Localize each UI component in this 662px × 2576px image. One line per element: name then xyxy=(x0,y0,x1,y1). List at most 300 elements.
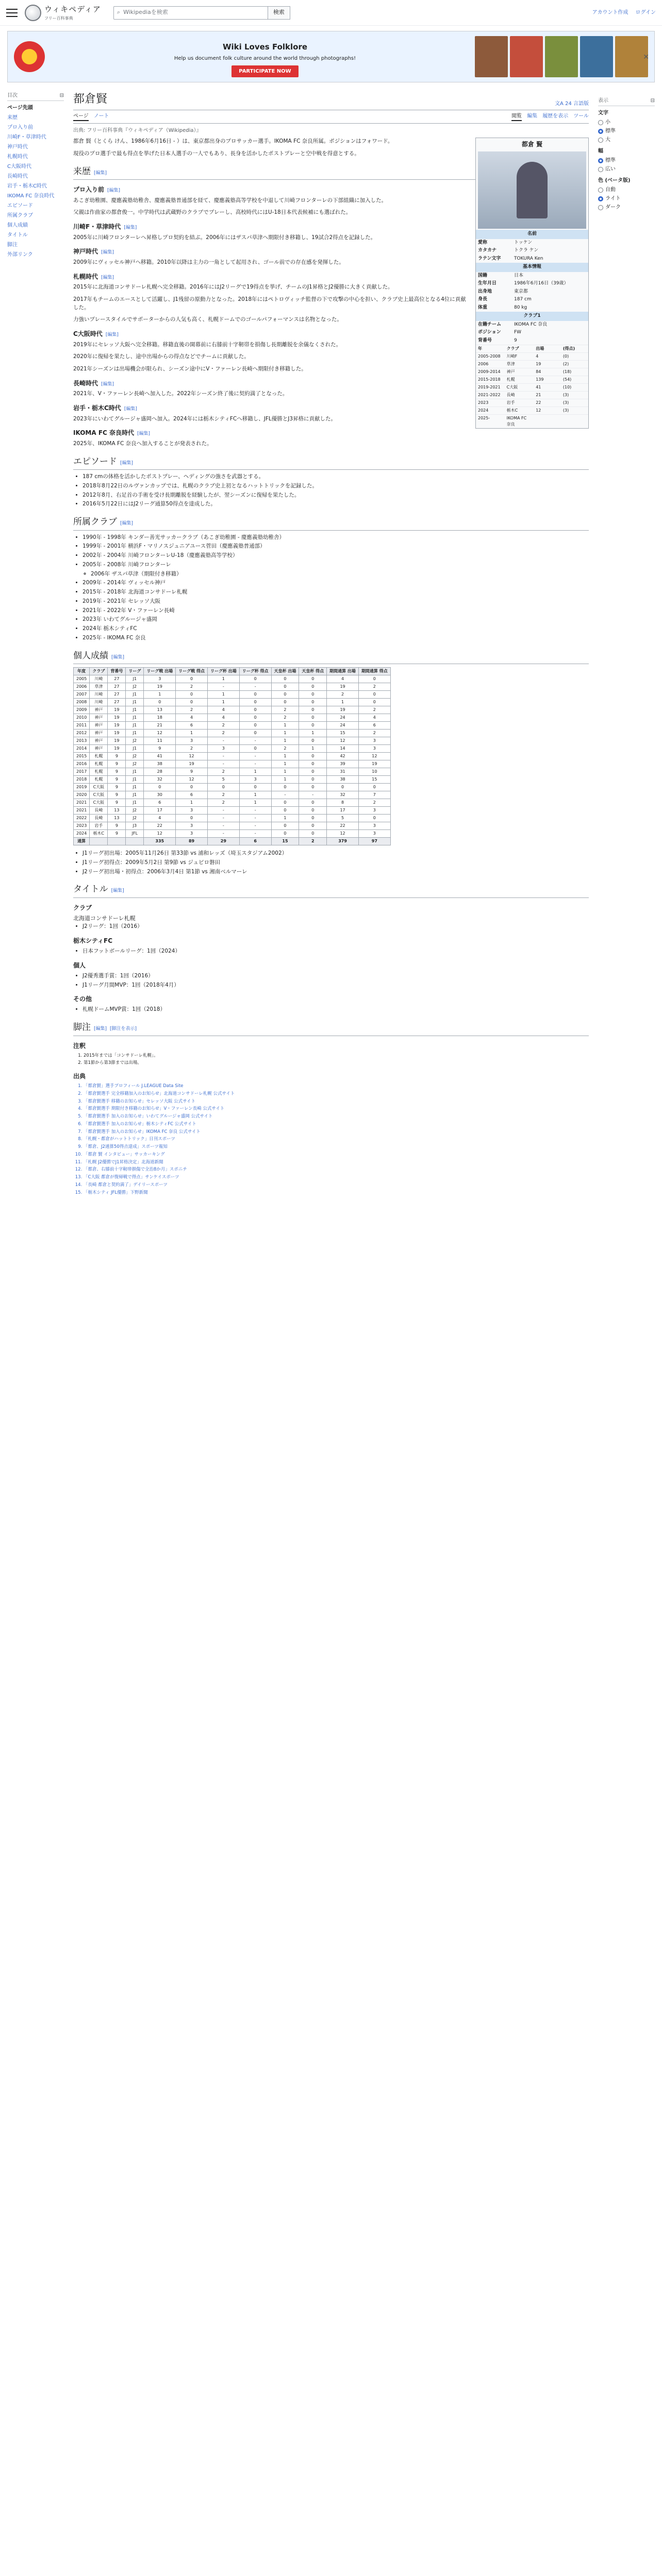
stats-cell: 19 xyxy=(108,722,126,730)
stats-cell: 5 xyxy=(207,776,239,784)
stats-cell: 3 xyxy=(358,822,390,830)
table-row xyxy=(74,714,391,722)
banner-photo xyxy=(475,36,508,77)
stats-cell: 2 xyxy=(271,745,299,753)
stats-cell: 27 xyxy=(108,699,126,706)
toc-item[interactable]: 脚注 xyxy=(7,242,18,248)
club-history-header: 年 xyxy=(476,345,505,353)
toc-item[interactable]: 川崎F・草津時代 xyxy=(7,134,46,140)
edit-section-link[interactable]: [編集] xyxy=(94,170,107,176)
section-heading-text: 神戸時代 xyxy=(73,248,98,256)
infobox-key: 生年月日 xyxy=(478,281,497,286)
stats-cell: - xyxy=(207,815,239,822)
option-width_opts[interactable] xyxy=(598,165,655,174)
table-row xyxy=(74,784,391,791)
stats-cell: 札幌 xyxy=(90,768,108,776)
stats-header: リーグ戦 得点 xyxy=(176,668,208,675)
stats-total-cell: 97 xyxy=(358,838,390,845)
infobox-value: 日本 xyxy=(514,273,524,278)
tab-right-0[interactable]: 閲覧 xyxy=(511,112,522,121)
toggle-notes-link[interactable]: [脚注を表示] xyxy=(110,1026,137,1031)
reference-item[interactable]: 11. 「札幌 J2優勝でJ1昇格決定」北海道新聞 xyxy=(84,1159,589,1166)
section-paragraph: 2017年もチームのエースとして活躍し、J1残留の原動力となった。2018年にはペトロヴィッチ監督の下で攻撃の中心を担い、クラブ史上最高位となる4位に貢献した。 xyxy=(73,296,466,311)
stats-cell: 0 xyxy=(271,807,299,815)
stats-cell: 1 xyxy=(327,699,359,706)
record-list xyxy=(82,850,589,876)
stats-cell: 32 xyxy=(144,776,176,784)
infobox-key: カタカナ xyxy=(478,248,497,253)
section-paragraph: あこぎ幼稚園、慶應義塾幼稚舎、慶應義塾普通部を経て、慶應義塾高等学校を中退して川崎フロンターレの下部組織に加入した。 xyxy=(73,197,387,204)
campaign-banner xyxy=(7,31,655,82)
club-history-cell: 2015-2018 xyxy=(476,376,505,384)
stats-cell: 0 xyxy=(358,784,390,791)
reference-item[interactable]: 2. 「都倉賢選手 完全移籍加入のお知らせ」北海道コンサドーレ札幌 公式サイト xyxy=(84,1091,589,1097)
stats-cell: 19 xyxy=(176,760,208,768)
stats-total-cell: 15 xyxy=(271,838,299,845)
stats-header: 期間通算 出場 xyxy=(327,668,359,675)
stats-cell: 1 xyxy=(176,799,208,807)
stats-cell: 2013 xyxy=(74,737,90,745)
toc-item[interactable]: IKOMA FC 奈良時代 xyxy=(7,193,55,199)
section-heading-text: 札幌時代 xyxy=(73,273,98,280)
stats-cell: J1 xyxy=(126,675,144,683)
stats-cell: 8 xyxy=(327,799,359,807)
stats-cell: 9 xyxy=(144,745,176,753)
stats-cell: 6 xyxy=(176,791,208,799)
stats-cell: 0 xyxy=(239,706,271,714)
header-link[interactable]: ログイン xyxy=(635,10,656,15)
search-button[interactable]: 検索 xyxy=(268,6,290,20)
radio-button[interactable] xyxy=(598,196,603,201)
tab-right-3[interactable]: ツール xyxy=(573,113,589,119)
stats-cell: 19 xyxy=(108,714,126,722)
stats-cell: 3 xyxy=(358,745,390,753)
edit-section-link[interactable]: [編集] xyxy=(105,332,119,337)
references-list xyxy=(84,1083,589,1196)
stats-cell: - xyxy=(239,822,271,830)
stats-cell: 神戸 xyxy=(90,714,108,722)
toc-item[interactable]: 所属クラブ xyxy=(7,213,33,218)
option-color_opts[interactable] xyxy=(598,194,655,203)
toc-item[interactable]: 神戸時代 xyxy=(7,144,28,150)
section-paragraph: 2005年に川崎フロンターレへ昇格しプロ契約を結ぶ。2006年にはザスパ草津へ期限付き移籍し、19試合2得点を記録した。 xyxy=(73,234,376,241)
infobox-value: 187 cm xyxy=(514,297,532,302)
infobox-section: 基本情報 xyxy=(476,263,588,272)
option-text_opts[interactable] xyxy=(598,127,655,135)
infobox-key: 在籍チーム xyxy=(478,321,502,327)
stats-cell: 2 xyxy=(358,706,390,714)
title-list xyxy=(82,1006,589,1014)
stats-cell: 12 xyxy=(144,830,176,838)
stats-cell: 38 xyxy=(327,776,359,784)
language-button[interactable]: 文A 24 言語版 xyxy=(555,101,589,107)
section-paragraph: 2021年、V・ファーレン長崎へ加入した。2022年シーズン終了後に契約満了となった。 xyxy=(73,391,288,397)
stats-total-cell: 29 xyxy=(207,838,239,845)
main-menu-icon[interactable] xyxy=(6,9,18,17)
reference-item[interactable]: 9. 「都倉、J2通算50得点達成」スポーツ報知 xyxy=(84,1144,589,1150)
toc-item[interactable]: 長崎時代 xyxy=(7,174,28,179)
stats-cell: 27 xyxy=(108,675,126,683)
reference-item[interactable]: 15. 「栃木シティ JFL優勝」下野新聞 xyxy=(84,1190,589,1196)
stats-total-cell: 89 xyxy=(176,838,208,845)
logo-subtitle: フリー百科事典 xyxy=(44,15,73,21)
stats-cell: 1 xyxy=(176,730,208,737)
stats-cell: 川崎 xyxy=(90,691,108,699)
edit-section-link[interactable]: [編集] xyxy=(94,1026,107,1031)
infobox-table xyxy=(476,239,588,263)
club-history-cell: 19 xyxy=(534,361,561,368)
club-history-cell: 草津 xyxy=(505,361,534,368)
stats-cell: J1 xyxy=(126,691,144,699)
stats-cell: J1 xyxy=(126,706,144,714)
infobox-value: トッケン xyxy=(514,240,533,245)
stats-cell: J2 xyxy=(126,753,144,760)
radio-button[interactable] xyxy=(598,188,603,193)
stats-cell: 13 xyxy=(144,706,176,714)
list-item: • 2019年 - 2021年 セレッソ大阪 xyxy=(82,598,589,606)
club-history-cell: 栃木C xyxy=(505,407,534,415)
edit-section-link[interactable]: [編集] xyxy=(120,460,134,466)
reference-item[interactable]: 13. 「C大阪 都倉が復帰戦で得点」サンケイスポーツ xyxy=(84,1174,589,1181)
club-history-cell: (54) xyxy=(561,376,588,384)
stats-cell: 0 xyxy=(358,699,390,706)
stats-cell: J2 xyxy=(126,683,144,691)
toc-item[interactable]: 来歴 xyxy=(7,115,18,121)
stats-cell: J1 xyxy=(126,714,144,722)
stats-cell: 17 xyxy=(327,807,359,815)
stats-cell: J3 xyxy=(126,822,144,830)
stats-cell: 0 xyxy=(176,699,208,706)
toc-item[interactable]: 岩手・栃木C時代 xyxy=(7,183,47,189)
infobox-section: クラブ1 xyxy=(476,312,588,321)
toc-item[interactable]: ページ先頭 xyxy=(7,105,33,111)
stats-cell: J1 xyxy=(126,730,144,737)
player-photo xyxy=(478,151,586,229)
radio-button[interactable] xyxy=(598,205,603,210)
stats-cell: 0 xyxy=(176,815,208,822)
section-paragraph: 2015年に北海道コンサドーレ札幌へ完全移籍。2016年にはJ2リーグで19得点を挙げ、チームのJ1昇格とJ2優勝に大きく貢献した。 xyxy=(73,284,393,290)
stats-cell: 19 xyxy=(108,745,126,753)
stats-cell: - xyxy=(239,807,271,815)
stats-cell: 2023 xyxy=(74,822,90,830)
radio-button[interactable] xyxy=(598,138,603,143)
stats-cell: 1 xyxy=(239,799,271,807)
stats-cell: 1 xyxy=(207,691,239,699)
club-list xyxy=(82,534,589,642)
tab-right-1[interactable]: 編集 xyxy=(527,113,538,119)
stats-cell: 2 xyxy=(176,745,208,753)
toc-item[interactable]: C大阪時代 xyxy=(7,164,31,170)
stats-cell: 1 xyxy=(207,675,239,683)
stats-cell: 38 xyxy=(144,760,176,768)
tab-right-2[interactable]: 履歴を表示 xyxy=(542,113,569,119)
header-link[interactable]: アカウント作成 xyxy=(592,10,628,15)
option-label: 標準 xyxy=(605,128,616,134)
club-history-cell: 2024 xyxy=(476,407,505,415)
edit-section-link[interactable]: [編集] xyxy=(124,225,137,230)
section-heading-text: 来歴 xyxy=(73,166,91,177)
radio-button[interactable] xyxy=(598,167,603,172)
edit-section-link[interactable]: [編集] xyxy=(124,406,137,412)
table-row xyxy=(74,753,391,760)
stats-cell: 5 xyxy=(327,815,359,822)
stats-cell: 4 xyxy=(327,675,359,683)
stats-cell: 12 xyxy=(176,776,208,784)
stats-cell: J2 xyxy=(126,760,144,768)
stats-cell: 3 xyxy=(176,822,208,830)
edit-section-link[interactable]: [編集] xyxy=(101,275,114,280)
stats-cell: 9 xyxy=(108,760,126,768)
section-heading-text: 長崎時代 xyxy=(73,379,98,387)
stats-cell: 1 xyxy=(271,760,299,768)
participate-button[interactable]: PARTICIPATE NOW xyxy=(231,65,298,77)
club-history-header: (得点) xyxy=(561,345,588,353)
stats-cell: 0 xyxy=(271,691,299,699)
stats-cell: 3 xyxy=(176,807,208,815)
edit-section-link[interactable]: [編集] xyxy=(137,431,151,437)
stats-total-cell: 2 xyxy=(299,838,327,845)
section-heading-text: IKOMA FC 奈良時代 xyxy=(73,429,135,437)
stats-header: 期間通算 得点 xyxy=(358,668,390,675)
title-list xyxy=(82,947,589,956)
table-row xyxy=(74,722,391,730)
toc-item[interactable]: 個人成績 xyxy=(7,223,28,228)
list-item: • 2025年 - IKOMA FC 奈良 xyxy=(82,634,589,642)
reference-item[interactable]: 8. 「札幌・都倉がハットトリック」日刊スポーツ xyxy=(84,1136,589,1143)
stats-cell: J1 xyxy=(126,791,144,799)
club-history-cell xyxy=(534,415,561,429)
reference-item[interactable]: 5. 「都倉賢選手 加入のお知らせ」いわてグルージャ盛岡 公式サイト xyxy=(84,1113,589,1120)
stats-cell: 2 xyxy=(327,691,359,699)
stats-cell: 0 xyxy=(299,722,327,730)
infobox-table xyxy=(476,321,588,345)
infobox-value: トクラ ケン xyxy=(514,248,539,253)
stats-cell: - xyxy=(207,683,239,691)
stats-cell: 2017 xyxy=(74,768,90,776)
stats-cell: 0 xyxy=(144,784,176,791)
stats-cell: 21 xyxy=(144,722,176,730)
episode-list xyxy=(82,473,589,509)
logo-title: ウィキペディア xyxy=(44,5,101,14)
stats-cell: 31 xyxy=(327,768,359,776)
toc-title xyxy=(7,92,64,101)
personal-tools xyxy=(592,9,656,16)
stats-cell: 2019 xyxy=(74,784,90,791)
stats-cell: 2018 xyxy=(74,776,90,784)
section-heading-text: 個人成績 xyxy=(73,650,108,661)
player-figure xyxy=(517,162,548,218)
reference-item[interactable]: 6. 「都倉賢選手 加入のお知らせ」栃木シティFC 公式サイト xyxy=(84,1121,589,1128)
wikipedia-globe-icon xyxy=(25,5,41,21)
stats-cell: 3 xyxy=(358,807,390,815)
section-paragraph: 2025年、IKOMA FC 奈良へ加入することが発表された。 xyxy=(73,440,212,447)
reference-item[interactable]: 3. 「都倉賢選手 移籍のお知らせ」セレッソ大阪 公式サイト xyxy=(84,1098,589,1105)
stats-cell: 12 xyxy=(176,753,208,760)
stats-cell: 2011 xyxy=(74,722,90,730)
stats-cell: 42 xyxy=(327,753,359,760)
infobox-key: 身長 xyxy=(478,297,488,302)
stats-cell: 2 xyxy=(207,768,239,776)
reference-item[interactable]: 12. 「都倉、右膝前十字靭帯損傷で全治8か月」スポニチ xyxy=(84,1166,589,1173)
stats-total-cell xyxy=(90,838,108,845)
edit-section-link[interactable]: [編集] xyxy=(120,521,134,526)
stats-cell: 草津 xyxy=(90,683,108,691)
stats-cell: 0 xyxy=(299,822,327,830)
edit-section-link[interactable]: [編集] xyxy=(101,381,114,387)
stats-cell: - xyxy=(239,830,271,838)
stats-cell: 12 xyxy=(144,730,176,737)
edit-section-link[interactable]: [編集] xyxy=(111,654,125,660)
club-history-cell: 2019-2021 xyxy=(476,384,505,392)
infobox-value: TOKURA Ken xyxy=(514,256,543,261)
infobox-section: 名前 xyxy=(476,230,588,239)
stats-cell: 0 xyxy=(299,760,327,768)
stats-cell: - xyxy=(239,683,271,691)
stats-cell: - xyxy=(207,830,239,838)
list-item: • 1990年 - 1998年 キンダー善光サッカークラブ（あこぎ幼稚園 - 慶應義塾幼稚舎） xyxy=(82,534,589,542)
stats-cell: 0 xyxy=(207,784,239,791)
option-text_opts[interactable] xyxy=(598,135,655,144)
stats-cell: 2 xyxy=(207,722,239,730)
stats-total-cell: 335 xyxy=(144,838,176,845)
stats-cell: 13 xyxy=(108,815,126,822)
club-history-cell: 2025- xyxy=(476,415,505,429)
stats-cell: 3 xyxy=(144,675,176,683)
reference-item[interactable]: 1. 「都倉賢」選手プロフィール J.LEAGUE Data Site xyxy=(84,1083,589,1090)
section-paragraph: 2023年にいわてグルージャ盛岡へ加入。2024年には栃木シティFCへ移籍し、JFL優勝とJ3昇格に貢献した。 xyxy=(73,415,337,422)
title-group-heading: 個人 xyxy=(73,961,86,969)
tab-0[interactable]: ページ xyxy=(73,112,89,121)
infobox-value: 東京都 xyxy=(514,289,528,294)
section-heading xyxy=(73,516,589,531)
edit-section-link[interactable]: [編集] xyxy=(101,250,114,256)
stats-cell: 41 xyxy=(144,753,176,760)
stats-cell: C大阪 xyxy=(90,799,108,807)
stats-cell: 神戸 xyxy=(90,745,108,753)
stats-cell: 2009 xyxy=(74,706,90,714)
club-history-cell: 12 xyxy=(534,407,561,415)
infobox-value: 9 xyxy=(514,337,517,343)
stats-total-cell xyxy=(108,838,126,845)
section-heading-text: C大阪時代 xyxy=(73,330,103,337)
list-item: • J1リーグ月間MVP：1回（2018年4月） xyxy=(82,981,589,990)
stats-cell: 2 xyxy=(176,706,208,714)
hide-toc-button[interactable]: ⊟ xyxy=(59,93,64,98)
stats-cell: 9 xyxy=(108,822,126,830)
reference-item[interactable]: 7. 「都倉賢選手 加入のお知らせ」IKOMA FC 奈良 公式サイト xyxy=(84,1129,589,1136)
infobox-name: 都倉 賢 xyxy=(521,141,543,148)
banner-text: Help us document folk culture around the world through photographs! xyxy=(174,56,356,62)
title-group-heading: その他 xyxy=(73,995,92,1003)
stats-cell: 22 xyxy=(144,822,176,830)
radio-button[interactable] xyxy=(598,120,603,125)
club-history-cell: (3) xyxy=(561,392,588,399)
option-color_opts[interactable] xyxy=(598,185,655,194)
tab-1[interactable]: ノート xyxy=(93,113,109,119)
stats-cell: 9 xyxy=(108,753,126,760)
club-history-cell: C大阪 xyxy=(505,384,534,392)
club-history-cell: 神戸 xyxy=(505,368,534,376)
toc-item[interactable]: タイトル xyxy=(7,232,28,238)
edit-section-link[interactable]: [編集] xyxy=(111,888,124,894)
stats-cell: - xyxy=(299,791,327,799)
search-input[interactable]: ⌕ Wikipediaを検索 xyxy=(113,6,268,20)
table-row xyxy=(74,791,391,799)
section-paragraph: 2021年シーズンは出場機会が限られ、シーズン途中にV・ファーレン長崎へ期限付き移籍した。 xyxy=(73,366,307,372)
radio-button[interactable] xyxy=(598,158,603,163)
page-title: 都倉賢 xyxy=(73,93,108,106)
section-heading-text: 川崎F・草津時代 xyxy=(73,223,121,230)
edit-section-link[interactable]: [編集] xyxy=(107,188,121,193)
stats-cell: J1 xyxy=(126,799,144,807)
option-group-title: 幅 xyxy=(598,148,603,154)
table-row xyxy=(74,691,391,699)
toc-item[interactable]: 札幌時代 xyxy=(7,154,28,160)
banner-photo xyxy=(510,36,543,77)
toc-item[interactable]: プロ入り前 xyxy=(7,125,33,130)
stats-cell: 15 xyxy=(358,776,390,784)
club-history-table xyxy=(476,345,588,428)
section-paragraph: 2019年にセレッソ大阪へ完全移籍。移籍直後の開幕前に右膝前十字靭帯を損傷し長期離脱を余儀なくされた。 xyxy=(73,341,342,348)
stats-cell: 9 xyxy=(108,799,126,807)
stats-cell: 3 xyxy=(358,830,390,838)
stats-cell: 2014 xyxy=(74,745,90,753)
option-width_opts[interactable] xyxy=(598,156,655,165)
stats-table xyxy=(73,667,391,845)
stats-header: リーグ xyxy=(126,668,144,675)
toc-item[interactable]: エピソード xyxy=(7,203,33,209)
hide-panel-button[interactable]: ⊟ xyxy=(650,98,655,104)
option-color_opts[interactable] xyxy=(598,203,655,212)
reference-item[interactable]: 4. 「都倉賢選手 期限付き移籍のお知らせ」V・ファーレン長崎 公式サイト xyxy=(84,1106,589,1112)
stats-cell: 2015 xyxy=(74,753,90,760)
club-history-cell: 札幌 xyxy=(505,376,534,384)
club-history-cell: 84 xyxy=(534,368,561,376)
close-icon[interactable]: ✕ xyxy=(643,53,649,61)
stats-cell: 0 xyxy=(299,699,327,706)
stats-cell: 19 xyxy=(327,683,359,691)
stats-cell: 0 xyxy=(327,784,359,791)
section-heading xyxy=(73,455,589,470)
option-label: 自動 xyxy=(605,187,616,193)
wikipedia-logo[interactable] xyxy=(25,4,101,22)
table-row xyxy=(74,776,391,784)
stats-cell: 19 xyxy=(144,683,176,691)
reference-item[interactable]: 14. 「長崎 都倉と契約満了」デイリースポーツ xyxy=(84,1182,589,1189)
stats-cell: J1 xyxy=(126,776,144,784)
stats-cell: 2022 xyxy=(74,815,90,822)
stats-cell: 0 xyxy=(239,745,271,753)
club-history-cell: (3) xyxy=(561,399,588,407)
section-paragraph: 父親は作曲家の都倉俊一。中学時代は武蔵野のクラブでプレーし、高校時代にはU-18日本代表候補にも選ばれた。 xyxy=(73,209,352,216)
toc-item[interactable]: 外部リンク xyxy=(7,252,33,258)
stats-cell: 19 xyxy=(108,737,126,745)
club-history-cell: 川崎F xyxy=(505,353,534,361)
stats-cell: 栃木C xyxy=(90,830,108,838)
stats-header: クラブ xyxy=(90,668,108,675)
reference-item[interactable]: 10. 「都倉 賢 インタビュー」サッカーキング xyxy=(84,1151,589,1158)
stats-header: 年度 xyxy=(74,668,90,675)
stats-cell: 神戸 xyxy=(90,706,108,714)
stats-cell: J1 xyxy=(126,722,144,730)
notes-sub: 注釈 xyxy=(73,1042,86,1049)
banner-photo xyxy=(580,36,613,77)
radio-button[interactable] xyxy=(598,129,603,134)
stats-cell: 12 xyxy=(358,753,390,760)
option-text_opts[interactable] xyxy=(598,118,655,127)
infobox-value: IKOMA FC 奈良 xyxy=(514,321,548,327)
option-group-title: 色 (ベータ版) xyxy=(598,178,631,183)
